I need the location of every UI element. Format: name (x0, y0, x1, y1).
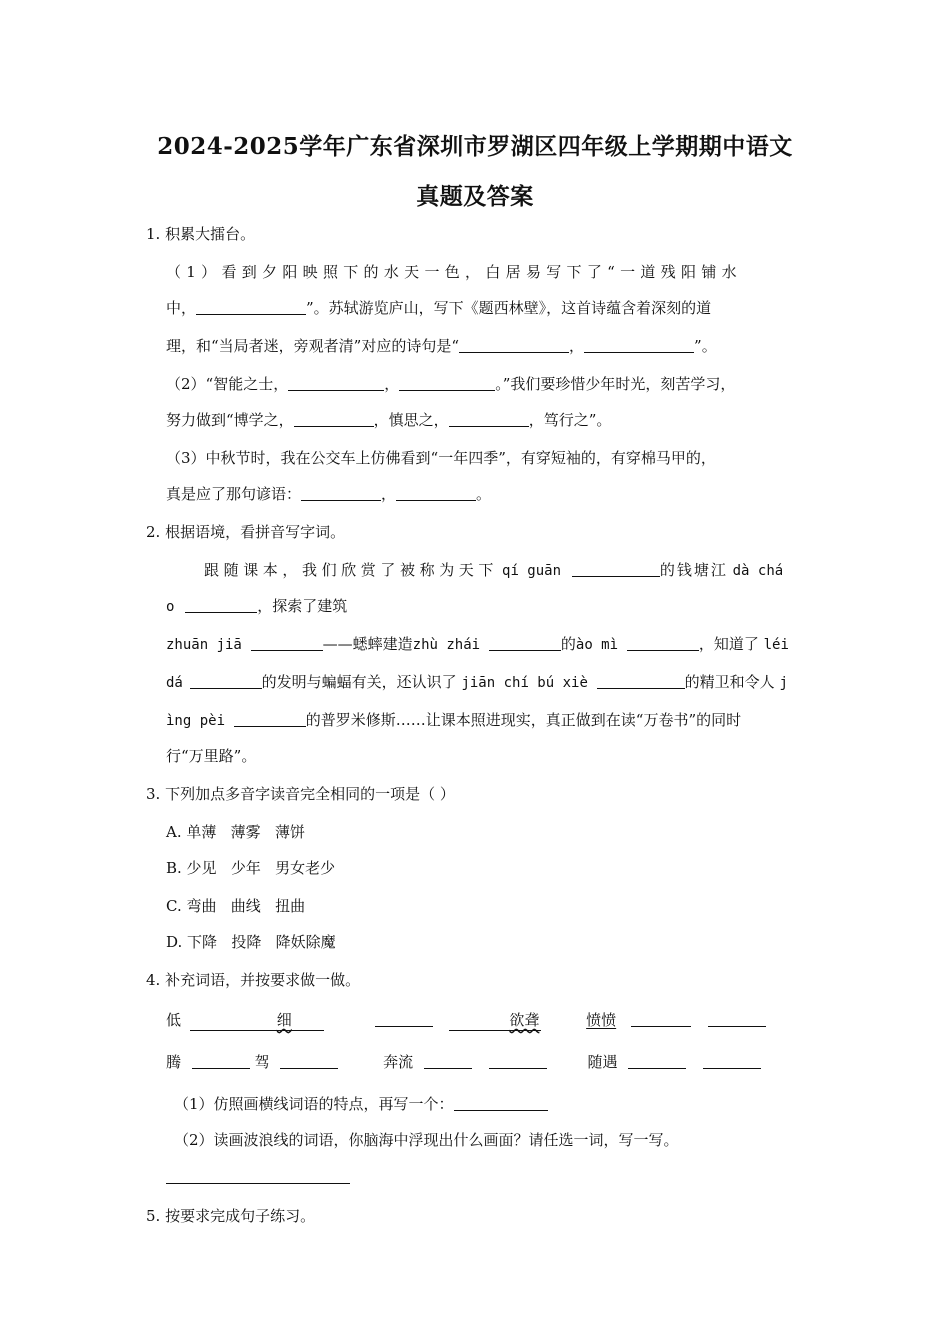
pinyin: zhù zhái (412, 637, 481, 653)
word-char: 驾 (254, 1053, 270, 1071)
q1-part1-text-b: ”。苏轼游览庐山，写下《题西林壁》，这首诗蕴含着深刻的道 (306, 299, 712, 317)
answer-blank[interactable] (459, 337, 569, 353)
q1-part2-text-d: ，慎思之， (373, 411, 449, 429)
q1-part2-text-c: 努力做到“博学之， (166, 411, 294, 429)
q2-text: 的精卫和令人 (684, 673, 775, 691)
q2-text: ，知道了 (698, 635, 759, 653)
answer-blank[interactable] (454, 1095, 548, 1111)
answer-blank[interactable] (628, 1053, 686, 1069)
q2-line2 (166, 596, 347, 617)
answer-blank[interactable] (708, 1011, 766, 1027)
q1-part1-line3 (166, 336, 717, 356)
q3-option-c[interactable]: C. 弯曲 曲线 扭曲 (166, 897, 306, 915)
q1-part2-line2 (166, 410, 611, 430)
answer-blank[interactable] (489, 635, 561, 651)
q4-sub1 (174, 1094, 548, 1114)
answer-blank[interactable] (190, 673, 262, 689)
wavy-word: 欲聋 (509, 1011, 540, 1029)
word-blank[interactable] (449, 1010, 541, 1031)
q1-part3-text-a: 真是应了那句谚语： (166, 485, 302, 503)
q1-part1-line1: （1）看到夕阳映照下的水天一色，白居易写下了“一道残阳铺水 (166, 263, 742, 281)
answer-blank[interactable] (449, 411, 529, 427)
pinyin: j (779, 675, 788, 691)
q5-heading: 5. 按要求完成句子练习。 (146, 1207, 316, 1225)
answer-blank-long[interactable] (166, 1168, 350, 1184)
q1-part1-text-a: 中， (166, 299, 197, 317)
answer-blank[interactable] (375, 1011, 433, 1027)
q3-heading: 3. 下列加点多音字读音完全相同的一项是（ ） (146, 785, 455, 803)
q1-part2-text-a: （2）“智能之士， (166, 375, 289, 393)
q1-part3-line1: （3）中秋节时，我在公交车上仿佛看到“一年四季”，有穿短袖的，有穿棉马甲的， (166, 449, 716, 467)
q2-heading: 2. 根据语境，看拼音写字词。 (146, 523, 346, 541)
pinyin: jiān chí bú xiè (461, 675, 588, 691)
q2-text: 的 (560, 635, 576, 653)
pinyin: zhuān jiā (166, 637, 242, 653)
answer-blank[interactable] (424, 1053, 472, 1069)
answer-blank[interactable] (597, 673, 685, 689)
comma: ， (381, 485, 397, 503)
answer-blank[interactable] (572, 561, 660, 577)
wavy-word: 细 (276, 1011, 292, 1029)
q2-text: ——蟋蟀建造 (322, 635, 413, 653)
pinyin: o (166, 599, 175, 615)
word-char: 腾 (166, 1053, 182, 1071)
word-char: 奔流 (383, 1053, 414, 1071)
q1-part1-line2 (166, 298, 711, 318)
q2-line5 (166, 710, 741, 731)
word-blank[interactable] (190, 1010, 324, 1031)
q4-sub2: （2）读画波浪线的词语，你脑海中浮现出什么画面？请任选一词，写一写。 (174, 1131, 679, 1149)
pinyin: léi (763, 637, 789, 653)
q2-text: 跟随课本，我们欣赏了被称为天下 (204, 561, 499, 579)
answer-blank[interactable] (627, 635, 699, 651)
q1-part2-line1 (166, 374, 735, 394)
pinyin: qí guān (502, 563, 562, 579)
q2-line6: 行“万里路”。 (166, 747, 257, 765)
pinyin: dá (166, 675, 183, 691)
comma: ， (569, 337, 585, 355)
q2-text: ，探索了建筑 (257, 597, 348, 615)
q3-option-d[interactable]: D. 下降 投降 降妖除魔 (166, 933, 336, 951)
q4-row2 (166, 1052, 761, 1072)
q2-text: 的普罗米修斯……让课本照进现实，真正做到在读“万卷书”的同时 (305, 711, 742, 729)
answer-blank[interactable] (234, 711, 306, 727)
answer-blank[interactable] (251, 635, 323, 651)
quote-end: ”。 (694, 337, 717, 355)
q1-part2-text-e: ，笃行之”。 (528, 411, 612, 429)
q2-line3 (166, 634, 789, 655)
answer-blank[interactable] (192, 1053, 250, 1069)
period: 。 (476, 485, 492, 503)
q1-part1-text-c: 理，和“当局者迷，旁观者清”对应的诗句是“ (166, 337, 460, 355)
q4-row1 (166, 1010, 766, 1031)
doc-title-line-1: 2024-2025学年广东省深圳市罗湖区四年级上学期期中语文 (157, 133, 793, 160)
answer-blank[interactable] (489, 1053, 547, 1069)
answer-blank[interactable] (396, 485, 476, 501)
answer-blank[interactable] (280, 1053, 338, 1069)
answer-blank[interactable] (399, 375, 495, 391)
answer-blank[interactable] (294, 411, 374, 427)
q4-heading: 4. 补充词语，并按要求做一做。 (146, 971, 361, 989)
word-char: 随遇 (587, 1053, 618, 1071)
pinyin: ìng pèi (166, 713, 226, 729)
answer-blank[interactable] (288, 375, 384, 391)
answer-blank[interactable] (631, 1011, 691, 1027)
q2-line4 (166, 672, 788, 693)
q2-line1 (204, 560, 783, 581)
word-char: 低 (166, 1011, 182, 1029)
q1-heading: 1. 积累大擂台。 (146, 225, 256, 243)
doc-title-line-2: 真题及答案 (416, 183, 534, 210)
q2-text: 的发明与蝙蝠有关，还认识了 (261, 673, 457, 691)
q1-part3-line2 (166, 484, 491, 504)
answer-blank[interactable] (301, 485, 381, 501)
comma: ， (384, 375, 400, 393)
answer-blank[interactable] (185, 597, 257, 613)
answer-blank[interactable] (196, 299, 306, 315)
q2-text: 的钱塘江 (659, 561, 728, 579)
underlined-word: 愤愤 (586, 1011, 617, 1029)
answer-blank[interactable] (703, 1053, 761, 1069)
q3-option-a[interactable]: A. 单薄 薄雾 薄饼 (166, 823, 305, 841)
q3-option-b[interactable]: B. 少见 少年 男女老少 (166, 859, 336, 877)
pinyin: dà chá (732, 563, 784, 579)
answer-blank[interactable] (584, 337, 694, 353)
q1-part2-text-b: 。”我们要珍惜少年时光，刻苦学习， (495, 375, 736, 393)
q4-sub1-text: （1）仿照画横线词语的特点，再写一个： (174, 1095, 454, 1113)
pinyin: ào mì (575, 637, 619, 653)
